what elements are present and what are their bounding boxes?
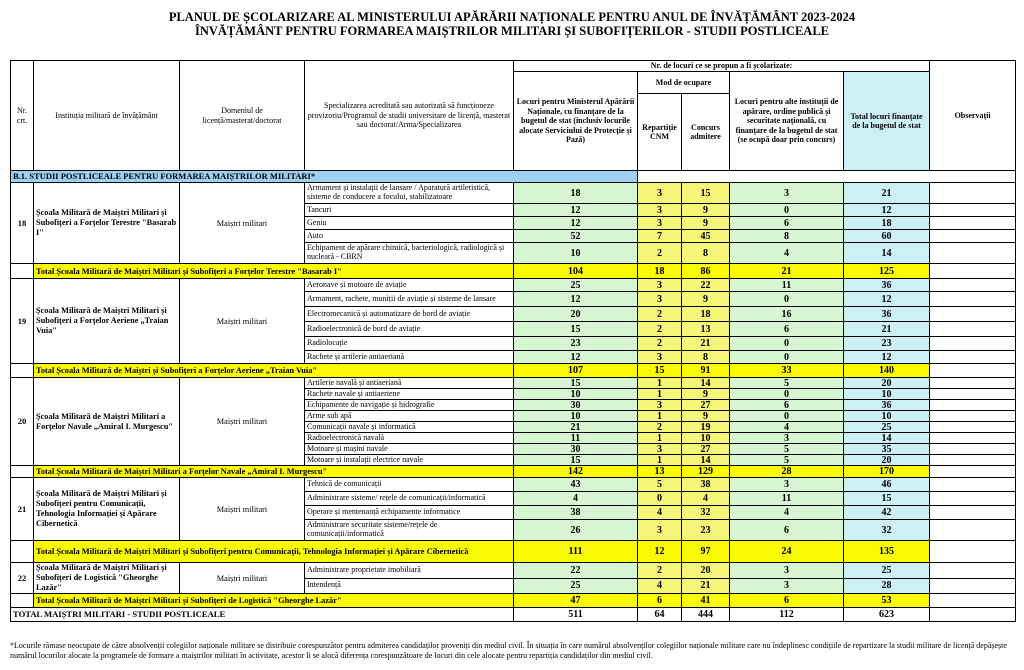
cnm-value: 1 bbox=[638, 433, 682, 444]
observations-cell bbox=[930, 466, 1016, 478]
other-institutions-value: 4 bbox=[730, 422, 844, 433]
other-institutions-value: 3 bbox=[730, 563, 844, 579]
cnm-value: 3 bbox=[638, 351, 682, 364]
observations-cell bbox=[930, 578, 1016, 594]
total-seats-value: 20 bbox=[844, 378, 930, 389]
observations-cell bbox=[930, 351, 1016, 364]
other-institutions-value: 11 bbox=[730, 492, 844, 506]
institution-total-label: Total Școala Militară de Maiștri Militari și Subofițeri de Logistică "Gheorghe Lazăr" bbox=[34, 594, 514, 608]
exam-value: 27 bbox=[682, 400, 730, 411]
observations-cell bbox=[930, 183, 1016, 204]
total-seats-sum: 53 bbox=[844, 594, 930, 608]
total-cnm-value: 18 bbox=[638, 264, 682, 279]
observations-cell bbox=[930, 364, 1016, 378]
mapn-seats-value: 11 bbox=[514, 433, 638, 444]
grand-total-row bbox=[11, 608, 1016, 622]
specialization-name: Radioelectronică navală bbox=[305, 433, 514, 444]
observations-cell bbox=[930, 217, 1016, 230]
institution-total-row bbox=[11, 466, 1016, 478]
total-other-value: 21 bbox=[730, 264, 844, 279]
cnm-value: 2 bbox=[638, 422, 682, 433]
specialization-name: Administrare proprietate imobiliară bbox=[305, 563, 514, 579]
specialization-name: Comunicații navale și informatică bbox=[305, 422, 514, 433]
mapn-seats-value: 12 bbox=[514, 204, 638, 217]
total-mapn-value: 111 bbox=[514, 541, 638, 563]
observations-cell bbox=[930, 378, 1016, 389]
mapn-seats-value: 26 bbox=[514, 520, 638, 541]
observations-cell bbox=[930, 279, 1016, 292]
observations-cell bbox=[930, 433, 1016, 444]
observations-cell bbox=[930, 444, 1016, 455]
observations-cell bbox=[930, 243, 1016, 264]
other-institutions-value: 5 bbox=[730, 378, 844, 389]
mapn-seats-value: 12 bbox=[514, 351, 638, 364]
cnm-value: 7 bbox=[638, 230, 682, 243]
total-exam-value: 97 bbox=[682, 541, 730, 563]
mapn-seats-value: 12 bbox=[514, 217, 638, 230]
total-seats-value: 28 bbox=[844, 578, 930, 594]
other-institutions-value: 4 bbox=[730, 506, 844, 520]
total-cnm-value: 6 bbox=[638, 594, 682, 608]
exam-value: 10 bbox=[682, 433, 730, 444]
exam-value: 32 bbox=[682, 506, 730, 520]
cnm-value: 1 bbox=[638, 389, 682, 400]
exam-value: 19 bbox=[682, 422, 730, 433]
institution-domain: Maiștri militari bbox=[180, 378, 305, 466]
exam-value: 23 bbox=[682, 520, 730, 541]
header-cnm: Repartiție CNM bbox=[638, 94, 682, 171]
total-exam-value: 129 bbox=[682, 466, 730, 478]
total-seats-value: 36 bbox=[844, 400, 930, 411]
other-institutions-value: 6 bbox=[730, 322, 844, 337]
cnm-value: 1 bbox=[638, 455, 682, 466]
total-exam-value: 91 bbox=[682, 364, 730, 378]
specialization-name: Administrare sisteme/ rețele de comunicații/informatică bbox=[305, 492, 514, 506]
mapn-seats-value: 15 bbox=[514, 455, 638, 466]
institution-total-row bbox=[11, 364, 1016, 378]
cnm-value: 3 bbox=[638, 520, 682, 541]
other-institutions-value: 6 bbox=[730, 520, 844, 541]
total-seats-value: 15 bbox=[844, 492, 930, 506]
exam-value: 9 bbox=[682, 389, 730, 400]
specialization-name: Tancuri bbox=[305, 204, 514, 217]
page-title: PLANUL DE ȘCOLARIZARE AL MINISTERULUI APĂRĂRII NAȚIONALE PENTRU ANUL DE ÎNVĂȚĂMÂNT 2023-2024 bbox=[168, 10, 856, 24]
total-row-spacer bbox=[11, 594, 34, 608]
cnm-value: 3 bbox=[638, 279, 682, 292]
institution-total-label: Total Școala Militară de Maiștri Militari și Subofițeri pentru Comunicații, Tehnologia Informației și Apărare Cibernetică bbox=[34, 541, 514, 563]
mapn-seats-value: 10 bbox=[514, 411, 638, 422]
cnm-value: 5 bbox=[638, 478, 682, 492]
table-row bbox=[11, 478, 1016, 492]
exam-value: 9 bbox=[682, 204, 730, 217]
specialization-name: Artilerie navală și antiaeriană bbox=[305, 378, 514, 389]
total-row-spacer bbox=[11, 466, 34, 478]
exam-value: 45 bbox=[682, 230, 730, 243]
grand-total-exam: 444 bbox=[682, 608, 730, 622]
observations-cell bbox=[930, 608, 1016, 622]
total-seats-sum: 140 bbox=[844, 364, 930, 378]
other-institutions-value: 0 bbox=[730, 292, 844, 307]
mapn-seats-value: 4 bbox=[514, 492, 638, 506]
total-exam-value: 41 bbox=[682, 594, 730, 608]
institution-name: Școala Militară de Maiștri Militari și Subofițeri pentru Comunicații, Tehnologia Informației și Apărare Cibernetică bbox=[34, 478, 180, 541]
cnm-value: 1 bbox=[638, 411, 682, 422]
specialization-name: Aeronave și motoare de aviație bbox=[305, 279, 514, 292]
observations-cell bbox=[930, 411, 1016, 422]
exam-value: 20 bbox=[682, 563, 730, 579]
institution-name: Școala Militară de Maiștri Militari și Subofițeri a Forțelor Terestre "Basarab I" bbox=[34, 183, 180, 264]
header-domain: Domeniul de licență/masterat/doctorat bbox=[180, 61, 305, 171]
specialization-name: Geniu bbox=[305, 217, 514, 230]
institution-total-row bbox=[11, 594, 1016, 608]
other-institutions-value: 3 bbox=[730, 433, 844, 444]
institution-total-label: Total Școala Militară de Maiștri Militari a Forțelor Navale „Amiral I. Murgescu" bbox=[34, 466, 514, 478]
exam-value: 9 bbox=[682, 411, 730, 422]
specialization-name: Radioelectronică de bord de aviație bbox=[305, 322, 514, 337]
total-mapn-value: 142 bbox=[514, 466, 638, 478]
observations-cell bbox=[930, 594, 1016, 608]
cnm-value: 2 bbox=[638, 322, 682, 337]
total-seats-value: 14 bbox=[844, 243, 930, 264]
other-institutions-value: 16 bbox=[730, 307, 844, 322]
total-other-value: 24 bbox=[730, 541, 844, 563]
total-seats-value: 32 bbox=[844, 520, 930, 541]
other-institutions-value: 3 bbox=[730, 478, 844, 492]
observations-cell bbox=[930, 541, 1016, 563]
specialization-name: Electromecanică și automatizare de bord de aviație bbox=[305, 307, 514, 322]
total-seats-value: 42 bbox=[844, 506, 930, 520]
other-institutions-value: 3 bbox=[730, 578, 844, 594]
mapn-seats-value: 30 bbox=[514, 444, 638, 455]
specialization-name: Arme sub apă bbox=[305, 411, 514, 422]
institution-domain: Maiștri militari bbox=[180, 478, 305, 541]
specialization-name: Echipament de apărare chimică, bacteriologică, radiologică și nucleară - CBRN bbox=[305, 243, 514, 264]
total-row-spacer bbox=[11, 541, 34, 563]
exam-value: 4 bbox=[682, 492, 730, 506]
cnm-value: 3 bbox=[638, 217, 682, 230]
mapn-seats-value: 38 bbox=[514, 506, 638, 520]
other-institutions-value: 0 bbox=[730, 411, 844, 422]
total-seats-value: 36 bbox=[844, 279, 930, 292]
footnote: *Locurile rămase neocupate de către absolvenții colegiilor naționale militare se distribuie corespunzător pentru admiterea candidaților proveniți din mediul civil. În situația în care numărul absolvenților colegiilor naționale militare care nu îndeplinesc condițiile de repartizare la studii militare de licență depășește numărul locurilor alocate la programele de formare a maiștrilor militari în activitate, acestor li se alocă diferența corespunzătoare de locuri din cele alocate pentru repartiția candidaților din mediul civil. bbox=[10, 641, 1007, 660]
mapn-seats-value: 25 bbox=[514, 578, 638, 594]
total-seats-value: 10 bbox=[844, 411, 930, 422]
institution-total-row bbox=[11, 264, 1016, 279]
institution-total-row bbox=[11, 541, 1016, 563]
observations-cell bbox=[930, 478, 1016, 492]
mapn-seats-value: 10 bbox=[514, 243, 638, 264]
total-seats-value: 36 bbox=[844, 307, 930, 322]
specialization-name: Rachete și artilerie antiaeriană bbox=[305, 351, 514, 364]
exam-value: 8 bbox=[682, 351, 730, 364]
total-seats-value: 14 bbox=[844, 433, 930, 444]
mapn-seats-value: 20 bbox=[514, 307, 638, 322]
specialization-name: Motoare și mașini navale bbox=[305, 444, 514, 455]
institution-name: Școala Militară de Maiștri Militari și Subofițeri de Logistică "Gheorghe Lazăr" bbox=[34, 563, 180, 594]
total-seats-sum: 125 bbox=[844, 264, 930, 279]
other-institutions-value: 0 bbox=[730, 337, 844, 351]
total-row-spacer bbox=[11, 264, 34, 279]
cnm-value: 1 bbox=[638, 378, 682, 389]
total-cnm-value: 13 bbox=[638, 466, 682, 478]
observations-cell bbox=[930, 230, 1016, 243]
cnm-value: 3 bbox=[638, 292, 682, 307]
cnm-value: 2 bbox=[638, 337, 682, 351]
page-subtitle: ÎNVĂȚĂMÂNT PENTRU FORMAREA MAIȘTRILOR MILITARI ȘI SUBOFIȚERILOR - STUDII POSTLICEALE bbox=[194, 24, 829, 38]
table-row bbox=[11, 183, 1016, 204]
mapn-seats-value: 15 bbox=[514, 378, 638, 389]
total-seats-value: 21 bbox=[844, 322, 930, 337]
observations-cell bbox=[930, 400, 1016, 411]
header-seats-group: Nr. de locuri ce se propun a fi școlarizate: bbox=[514, 61, 930, 72]
total-seats-value: 23 bbox=[844, 337, 930, 351]
specialization-name: Operare și mentenanță echipamente informatice bbox=[305, 506, 514, 520]
other-institutions-value: 3 bbox=[730, 183, 844, 204]
institution-name: Școala Militară de Maiștri Militari și Subofițeri a Forțelor Aeriene „Traian Vuia" bbox=[34, 279, 180, 364]
header-institution: Instituția militară de învățământ bbox=[34, 61, 180, 171]
total-seats-value: 12 bbox=[844, 351, 930, 364]
exam-value: 38 bbox=[682, 478, 730, 492]
total-seats-value: 12 bbox=[844, 204, 930, 217]
institution-total-label: Total Școala Militară de Maiștri Militari și Subofițeri a Forțelor Terestre "Basarab I" bbox=[34, 264, 514, 279]
mapn-seats-value: 43 bbox=[514, 478, 638, 492]
total-cnm-value: 15 bbox=[638, 364, 682, 378]
mapn-seats-value: 52 bbox=[514, 230, 638, 243]
total-row-spacer bbox=[11, 364, 34, 378]
total-seats-value: 25 bbox=[844, 563, 930, 579]
total-seats-value: 60 bbox=[844, 230, 930, 243]
observations-cell bbox=[930, 264, 1016, 279]
observations-cell bbox=[930, 292, 1016, 307]
mapn-seats-value: 21 bbox=[514, 422, 638, 433]
specialization-name: Rachete navale și antiaeriene bbox=[305, 389, 514, 400]
total-seats-value: 12 bbox=[844, 292, 930, 307]
cnm-value: 4 bbox=[638, 506, 682, 520]
header-occupation-mode: Mod de ocupare bbox=[638, 72, 730, 94]
other-institutions-value: 11 bbox=[730, 279, 844, 292]
grand-total-cnm: 64 bbox=[638, 608, 682, 622]
institution-number: 19 bbox=[11, 279, 34, 364]
grand-total-other: 112 bbox=[730, 608, 844, 622]
header-other-institutions: Locuri pentru alte instituții de apărare, ordine publică și securitate națională, cu finanțare de la bugetul de stat (se ocupă doar prin concurs) bbox=[730, 72, 844, 171]
total-seats-value: 35 bbox=[844, 444, 930, 455]
institution-number: 20 bbox=[11, 378, 34, 466]
exam-value: 14 bbox=[682, 378, 730, 389]
total-other-value: 33 bbox=[730, 364, 844, 378]
total-seats-value: 18 bbox=[844, 217, 930, 230]
observations-cell bbox=[930, 506, 1016, 520]
total-seats-sum: 135 bbox=[844, 541, 930, 563]
exam-value: 15 bbox=[682, 183, 730, 204]
other-institutions-value: 0 bbox=[730, 389, 844, 400]
cnm-value: 4 bbox=[638, 578, 682, 594]
cnm-value: 3 bbox=[638, 183, 682, 204]
observations-cell bbox=[930, 389, 1016, 400]
observations-cell bbox=[930, 563, 1016, 579]
total-seats-value: 20 bbox=[844, 455, 930, 466]
total-other-value: 28 bbox=[730, 466, 844, 478]
cnm-value: 0 bbox=[638, 492, 682, 506]
cnm-value: 2 bbox=[638, 563, 682, 579]
exam-value: 18 bbox=[682, 307, 730, 322]
table-row bbox=[11, 279, 1016, 292]
grand-total-seats: 623 bbox=[844, 608, 930, 622]
specialization-name: Intendență bbox=[305, 578, 514, 594]
institution-total-label: Total Școala Militară de Maiștri și Subofițeri a Forțelor Aeriene „Traian Vuia" bbox=[34, 364, 514, 378]
exam-value: 8 bbox=[682, 243, 730, 264]
header-mapn-seats: Locuri pentru Ministerul Apărării Naționale, cu finanțare de la bugetul de stat (inclusiv locurile alocate Serviciului de Protecție și Pază) bbox=[514, 72, 638, 171]
exam-value: 9 bbox=[682, 217, 730, 230]
cnm-value: 2 bbox=[638, 307, 682, 322]
other-institutions-value: 8 bbox=[730, 230, 844, 243]
table-row bbox=[11, 563, 1016, 579]
observations-cell bbox=[930, 422, 1016, 433]
observations-cell bbox=[930, 322, 1016, 337]
section-title: B.1. STUDII POSTLICEALE PENTRU FORMAREA MAIȘTRILOR MILITARI* bbox=[11, 171, 638, 183]
total-seats-value: 46 bbox=[844, 478, 930, 492]
grand-total-mapn: 511 bbox=[514, 608, 638, 622]
total-mapn-value: 104 bbox=[514, 264, 638, 279]
total-seats-value: 10 bbox=[844, 389, 930, 400]
observations-cell bbox=[930, 520, 1016, 541]
institution-number: 22 bbox=[11, 563, 34, 594]
header-total-seats: Total locuri finanțate de la bugetul de stat bbox=[844, 72, 930, 171]
exam-value: 13 bbox=[682, 322, 730, 337]
other-institutions-value: 0 bbox=[730, 204, 844, 217]
other-institutions-value: 0 bbox=[730, 351, 844, 364]
observations-cell bbox=[930, 455, 1016, 466]
header-exam: Concurs admitere bbox=[682, 94, 730, 171]
total-seats-value: 25 bbox=[844, 422, 930, 433]
mapn-seats-value: 15 bbox=[514, 322, 638, 337]
schooling-plan-table bbox=[10, 60, 1016, 622]
cnm-value: 3 bbox=[638, 444, 682, 455]
other-institutions-value: 4 bbox=[730, 243, 844, 264]
specialization-name: Tehnică de comunicații bbox=[305, 478, 514, 492]
observations-cell bbox=[930, 337, 1016, 351]
total-mapn-value: 47 bbox=[514, 594, 638, 608]
other-institutions-value: 6 bbox=[730, 400, 844, 411]
specialization-name: Armament și instalații de lansare / Aparatură artileristică, sisteme de conducere a focului, stabilizatoare bbox=[305, 183, 514, 204]
header-specialization: Specializarea acreditată sau autorizată să funcționeze provizoriu/Programul de studii universitare de licență, masterat sau doctorat/Arma/Specializarea bbox=[305, 61, 514, 171]
other-institutions-value: 5 bbox=[730, 455, 844, 466]
observations-cell bbox=[930, 204, 1016, 217]
exam-value: 9 bbox=[682, 292, 730, 307]
institution-domain: Maiștri militari bbox=[180, 183, 305, 264]
specialization-name: Radiolocație bbox=[305, 337, 514, 351]
institution-name: Școala Militară de Maiștri Militari a Forțelor Navale „Amiral I. Murgescu" bbox=[34, 378, 180, 466]
mapn-seats-value: 12 bbox=[514, 292, 638, 307]
header-nr: Nr. crt. bbox=[11, 61, 34, 171]
total-mapn-value: 107 bbox=[514, 364, 638, 378]
mapn-seats-value: 25 bbox=[514, 279, 638, 292]
observations-cell bbox=[930, 307, 1016, 322]
mapn-seats-value: 10 bbox=[514, 389, 638, 400]
exam-value: 14 bbox=[682, 455, 730, 466]
exam-value: 21 bbox=[682, 337, 730, 351]
specialization-name: Motoare și instalații electrice navale bbox=[305, 455, 514, 466]
mapn-seats-value: 22 bbox=[514, 563, 638, 579]
specialization-name: Administrare securitate sisteme/rețele de comunicații/informatică bbox=[305, 520, 514, 541]
specialization-name: Armament, rachete, muniții de aviație și sisteme de lansare bbox=[305, 292, 514, 307]
exam-value: 21 bbox=[682, 578, 730, 594]
header-observations: Observații bbox=[930, 61, 1016, 171]
table-row bbox=[11, 378, 1016, 389]
cnm-value: 2 bbox=[638, 243, 682, 264]
total-cnm-value: 12 bbox=[638, 541, 682, 563]
mapn-seats-value: 23 bbox=[514, 337, 638, 351]
specialization-name: Auto bbox=[305, 230, 514, 243]
institution-number: 21 bbox=[11, 478, 34, 541]
total-exam-value: 86 bbox=[682, 264, 730, 279]
total-seats-sum: 170 bbox=[844, 466, 930, 478]
specialization-name: Echipamente de navigație și hidrografie bbox=[305, 400, 514, 411]
exam-value: 22 bbox=[682, 279, 730, 292]
cnm-value: 3 bbox=[638, 204, 682, 217]
institution-number: 18 bbox=[11, 183, 34, 264]
grand-total-label: TOTAL MAIȘTRI MILITARI - STUDII POSTLICEALE bbox=[11, 608, 514, 622]
other-institutions-value: 6 bbox=[730, 217, 844, 230]
total-other-value: 6 bbox=[730, 594, 844, 608]
other-institutions-value: 5 bbox=[730, 444, 844, 455]
exam-value: 27 bbox=[682, 444, 730, 455]
observations-cell bbox=[930, 492, 1016, 506]
total-seats-value: 21 bbox=[844, 183, 930, 204]
mapn-seats-value: 18 bbox=[514, 183, 638, 204]
institution-domain: Maiștri militari bbox=[180, 279, 305, 364]
cnm-value: 3 bbox=[638, 400, 682, 411]
institution-domain: Maiștri militari bbox=[180, 563, 305, 594]
mapn-seats-value: 30 bbox=[514, 400, 638, 411]
